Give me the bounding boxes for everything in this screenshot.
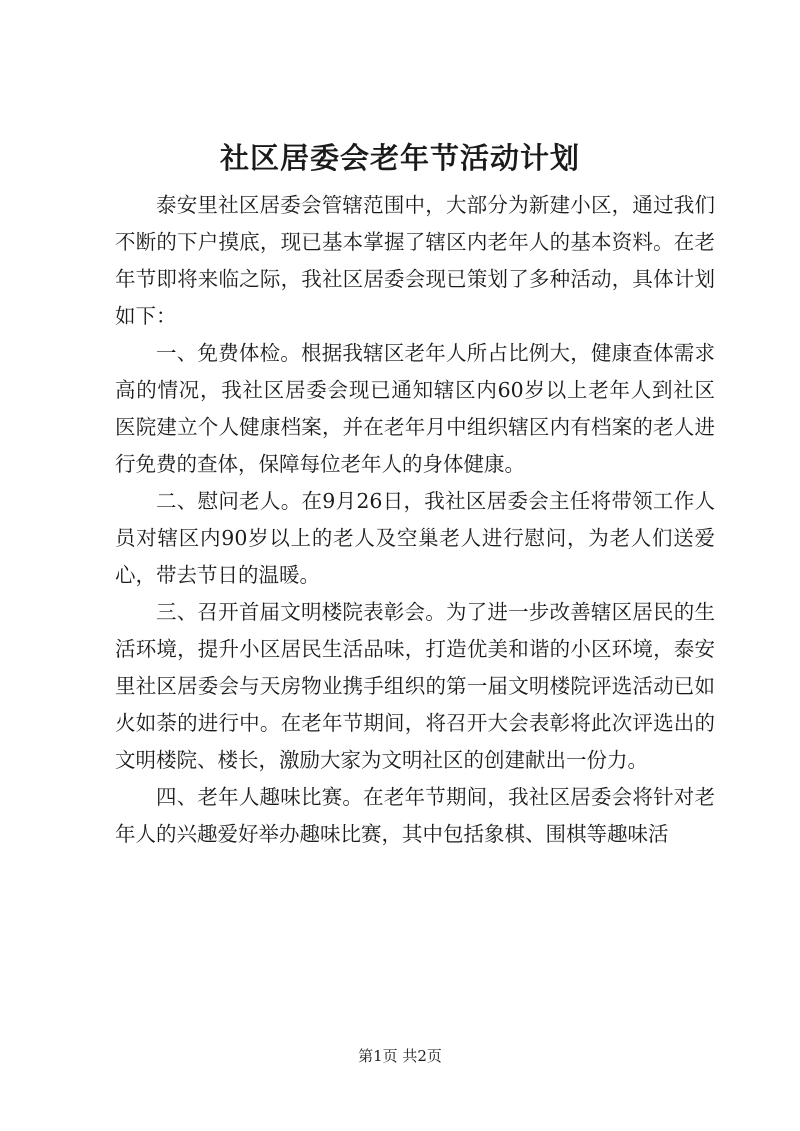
document-body bbox=[115, 187, 715, 853]
paragraph-civilized-courtyard: 三、召开首届文明楼院表彰会。为了进一步改善辖区居民的生活环境，提升小区居民生活品味，打造优美和谐的小区环境，泰安里社区居委会与天房物业携手组织的第一届文明楼院评选活动已如火如荼的进行中。在老年节期间，将召开大会表彰将此次评选出的文明楼院、楼长，激励大家为文明社区的创建献出一份力。 bbox=[115, 600, 715, 772]
paragraph-free-checkup: 一、免费体检。根据我辖区老年人所占比例大，健康查体需求高的情况，我社区居委会现已通知辖区内60岁以上老年人到社区医院建立个人健康档案，并在老年月中组织辖区内有档案的老人进行免费的查体，保障每位老年人的身体健康。 bbox=[115, 341, 715, 476]
paragraph-intro: 泰安里社区居委会管辖范围中，大部分为新建小区，通过我们不断的下户摸底，现已基本掌握了辖区内老年人的基本资料。在老年节即将来临之际，我社区居委会现已策划了多种活动，具体计划如下： bbox=[115, 193, 715, 328]
paragraph-fun-competition: 四、老年人趣味比赛。在老年节期间，我社区居委会将针对老年人的兴趣爱好举办趣味比赛，其中包括象棋、围棋等趣味活 bbox=[115, 785, 715, 846]
document-title: 社区居委会老年节活动计划 bbox=[219, 141, 580, 175]
page-indicator: 第1页 共2页 bbox=[358, 1047, 442, 1065]
paragraph-visit-elderly: 二、慰问老人。在9月26日，我社区居委会主任将带领工作人员对辖区内90岁以上的老人及空巢老人进行慰问，为老人们送爱心，带去节日的温暖。 bbox=[115, 489, 715, 587]
